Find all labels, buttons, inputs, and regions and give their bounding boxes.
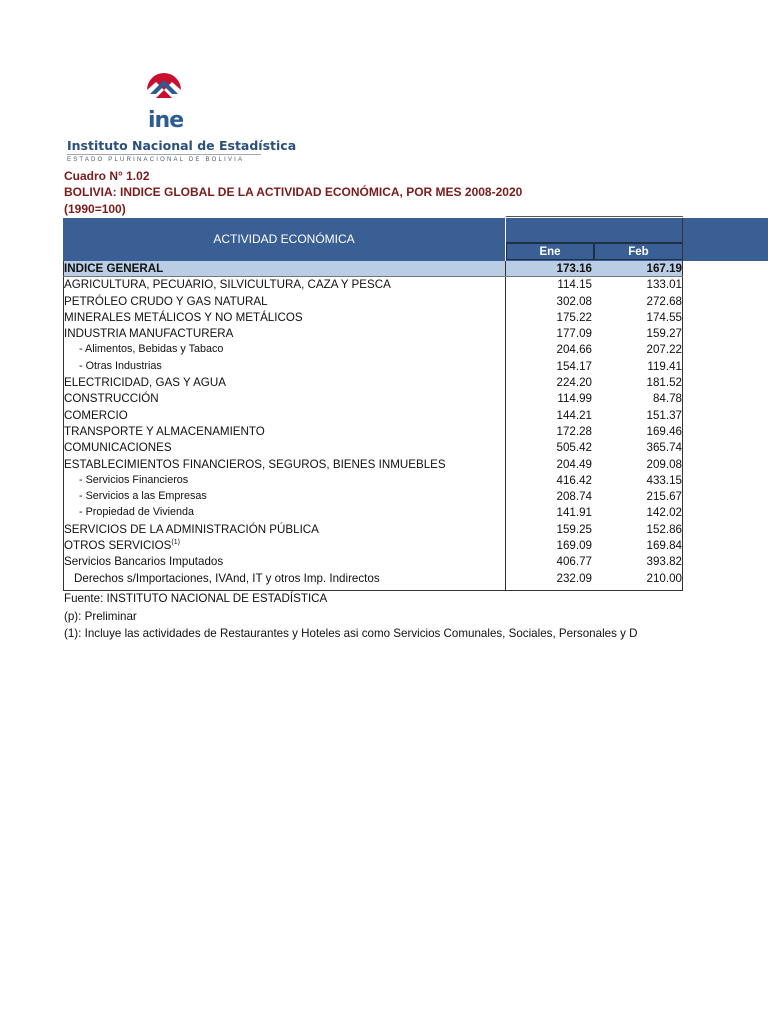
cell-feb: 209.08 [646,457,682,471]
cell-feb: 181.52 [646,376,682,390]
cell-ene: 208.74 [556,490,592,504]
cell-feb: 365.74 [646,441,682,455]
logo-acronym: ine [148,108,184,133]
cell-feb: 151.37 [646,408,682,422]
cell-feb: 272.68 [646,294,682,308]
row-label: - Otras Industrias [79,359,162,372]
cell-feb: 169.46 [646,424,682,438]
row-label: COMERCIO [64,408,128,422]
cell-ene: 416.42 [556,473,592,487]
highlight-row-border [63,276,683,277]
cell-ene: 144.21 [556,408,592,422]
footnote: (1): Incluye las actividades de Restaurantes y Hoteles asi como Servicios Comunales, Sociales, Personales y D [64,627,638,640]
cell-ene: 159.25 [556,522,592,536]
table-row [63,538,683,554]
table-row [63,375,683,391]
row-label [64,539,180,552]
cell-feb: 133.01 [646,278,682,292]
activity-column-header: ACTIVIDAD ECONÓMICA [63,218,505,261]
table-bottom-border [63,590,683,591]
table-row [63,326,683,342]
table-row [63,408,683,424]
row-label: INDICE GENERAL [64,262,164,275]
cell-feb: 142.02 [646,506,682,520]
header-top-border [506,216,683,217]
cell-ene: 505.42 [556,441,592,455]
row-label-text: OTROS SERVICIOS [64,539,172,553]
table-right-border [682,218,683,591]
row-label: MINERALES METÁLICOS Y NO METÁLICOS [64,310,303,324]
row-label: Servicios Bancarios Imputados [64,555,224,569]
row-label: AGRICULTURA, PECUARIO, SILVICULTURA, CAZA Y PESCA [64,278,391,292]
table-row [63,261,683,277]
table-row [63,571,683,587]
row-label: ESTABLECIMIENTOS FINANCIEROS, SEGUROS, BIENES INMUEBLES [64,457,446,471]
cell-feb: 84.78 [652,392,682,406]
table-row [63,391,683,407]
cell-feb: 119.41 [647,359,682,373]
cell-feb: 393.82 [646,555,682,569]
footnote-marker: (1) [171,539,180,547]
table-row [63,505,683,521]
cell-ene: 114.15 [557,278,592,292]
month-header-ene: Ene [506,243,594,260]
cell-feb: 215.67 [646,490,682,504]
cell-ene: 175.22 [556,310,592,324]
cell-ene: 204.66 [556,343,592,357]
source-note: Fuente: INSTITUTO NACIONAL DE ESTADÍSTICA [64,592,328,605]
table-column-divider [505,261,506,591]
cell-feb: 152.86 [646,522,682,536]
row-label: COMUNICACIONES [64,441,172,455]
table-row [63,440,683,456]
row-label: - Propiedad de Vivienda [79,506,195,519]
table-row [63,522,683,538]
cell-ene: 224.20 [556,376,592,390]
table-row [63,554,683,570]
cell-feb: 433.15 [646,473,682,487]
cell-ene: 173.16 [556,262,592,275]
cell-ene: 114.99 [557,392,592,406]
row-label: PETRÓLEO CRUDO Y GAS NATURAL [64,294,268,308]
table-row [63,424,683,440]
row-label: ELECTRICIDAD, GAS Y AGUA [64,376,226,390]
table-row [63,457,683,473]
data-table-body [63,261,683,587]
table-row [63,294,683,310]
cell-feb: 167.19 [646,262,682,275]
row-label: CONSTRUCCIÓN [64,392,159,406]
cell-ene: 204.49 [556,457,592,471]
cell-ene: 172.28 [556,424,592,438]
cell-feb: 207.22 [646,343,682,357]
table-row [63,489,683,505]
institute-name: Instituto Nacional de Estadística [67,138,297,153]
table-number: Cuadro N° 1.02 [64,169,150,183]
table-left-border [63,261,64,591]
table-row [63,277,683,293]
table-row [63,359,683,375]
cell-feb: 174.55 [646,310,682,324]
cell-ene: 169.09 [556,539,592,553]
table-title: BOLIVIA: INDICE GLOBAL DE LA ACTIVIDAD ECONÓMICA, POR MES 2008-2020 [64,185,523,199]
table-base: (1990=100) [64,202,126,216]
institute-subtitle: ESTADO PLURINACIONAL DE BOLIVIA [67,157,245,163]
cell-ene: 232.09 [556,571,592,585]
row-label: INDUSTRIA MANUFACTURERA [64,327,234,341]
table-row [63,342,683,358]
preliminary-note: (p): Preliminar [64,610,137,623]
row-label: - Alimentos, Bebidas y Tabaco [79,343,224,356]
row-label: SERVICIOS DE LA ADMINISTRACIÓN PÚBLICA [64,522,319,536]
cell-ene: 406.77 [556,555,592,569]
cell-ene: 302.08 [556,294,592,308]
cell-feb: 210.00 [646,571,682,585]
table-row [63,473,683,489]
cell-ene: 154.17 [556,359,592,373]
row-label: - Servicios Financieros [79,473,189,486]
cell-feb: 159.27 [646,327,682,341]
row-label: - Servicios a las Empresas [79,490,207,503]
row-label: TRANSPORTE Y ALMACENAMIENTO [64,424,265,438]
logo-divider [67,154,261,155]
ine-mountain-icon [144,68,184,112]
cell-feb: 169.84 [646,539,682,553]
row-label: Derechos s/Importaciones, IVAnd, IT y otros Imp. Indirectos [74,571,380,585]
month-header-feb: Feb [594,243,683,260]
cell-ene: 141.91 [556,506,592,520]
table-row [63,310,683,326]
cell-ene: 177.09 [556,327,592,341]
ine-logo [64,66,297,170]
